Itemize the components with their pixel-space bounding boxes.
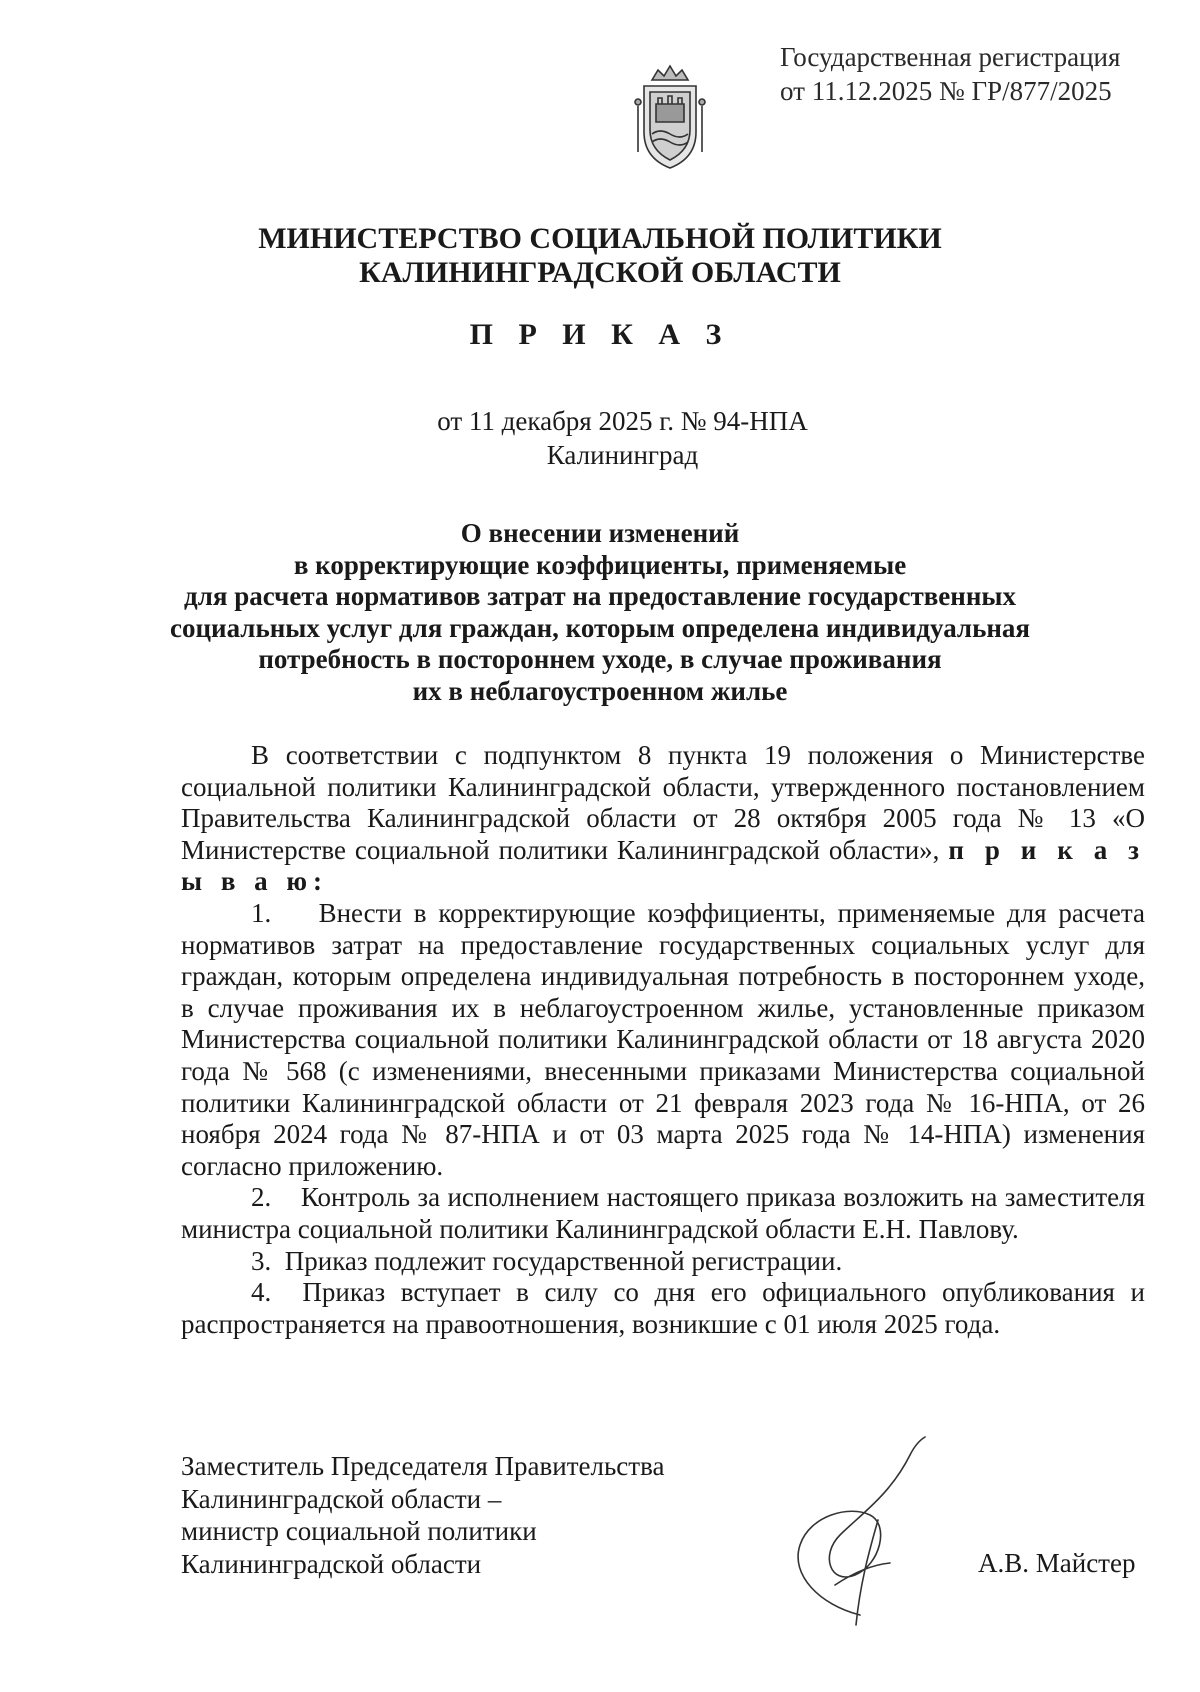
registration-line-2: от 11.12.2025 № ГР/877/2025 — [780, 76, 1112, 106]
ministry-header — [0, 222, 1200, 290]
item-3: 3. Приказ подлежит государственной регистрации. — [251, 1245, 843, 1276]
signatory-line-1: Заместитель Председателя Правительства — [181, 1451, 665, 1481]
item-2: 2. Контроль за исполнением настоящего приказа возложить на заместителя министра социальной политики Калининградской области Е.Н. Павлову. — [181, 1182, 1145, 1244]
signatory-line-4: Калининградской области — [181, 1548, 482, 1579]
date-number: от 11 декабря 2025 г. № 94-НПА — [437, 406, 808, 436]
document-type: П Р И К А З — [469, 318, 731, 351]
title-line: для расчета нормативов затрат на предоставление государственных — [184, 581, 1016, 611]
city: Калининград — [546, 440, 699, 470]
document-title — [150, 518, 1050, 707]
kaliningrad-coat-of-arms-icon — [630, 62, 710, 172]
registration-line-1: Государственная регистрация — [780, 42, 1121, 72]
signer-name: А.В. Майстер — [978, 1548, 1136, 1578]
order-word: п р и к а з ы в а ю: — [181, 834, 1145, 897]
title-line: их в неблагоустроенном жилье — [412, 675, 788, 706]
item-4: 4. Приказ вступает в силу со дня его официального опубликования и распространяется на правоотношения, возникшие с 01 июля 2025 года. — [181, 1277, 1145, 1339]
ministry-line-2: КАЛИНИНГРАДСКОЙ ОБЛАСТИ — [359, 256, 841, 289]
registration-stamp — [780, 40, 1120, 108]
ministry-line-1: МИНИСТЕРСТВО СОЦИАЛЬНОЙ ПОЛИТИКИ — [258, 222, 942, 255]
signatory-position — [181, 1450, 664, 1580]
document-body — [181, 740, 1145, 1340]
preamble-paragraph — [181, 740, 1145, 898]
title-line: О внесении изменений — [460, 518, 740, 548]
item-1: 1. Внести в корректирующие коэффициенты, применяемые для расчета нормативов затрат на предоставление государственных социальных услуг для граждан, которым определена индивидуальная потребность в постороннем уходе, в случае проживания их в неблагоустроенном жилье, установленные приказом Министерства социальной политики Калининградской области от 18 августа 2020 года № 568 (с изменениями, внесенными приказами Министерства социальной политики Калининградской области от 21 февраля 2023 года № 16-НПА, от 26 ноября 2024 года № 87-НПА и от 03 марта 2025 года № 14-НПА) изменения согласно приложению. — [181, 897, 1145, 1181]
preamble-text: В соответствии с подпунктом 8 пункта 19 положения о Министерстве социальной политики Калининградской области, утвержденного постановлением Правительства Калининградской области от 28 октября 2005 года № 13 «О Министерстве социальной политики Калининградской области», — [181, 740, 1145, 865]
signatory-line-3: министр социальной политики — [181, 1516, 537, 1546]
date-block — [0, 404, 1200, 472]
handwritten-signature — [760, 1435, 950, 1635]
title-line: социальных услуг для граждан, которым определена индивидуальная — [169, 612, 1031, 643]
title-line: в корректирующие коэффициенты, применяемые — [293, 549, 907, 580]
title-line: потребность в постороннем уходе, в случае проживания — [258, 644, 942, 674]
signatory-line-2: Калининградской области – — [181, 1483, 502, 1514]
